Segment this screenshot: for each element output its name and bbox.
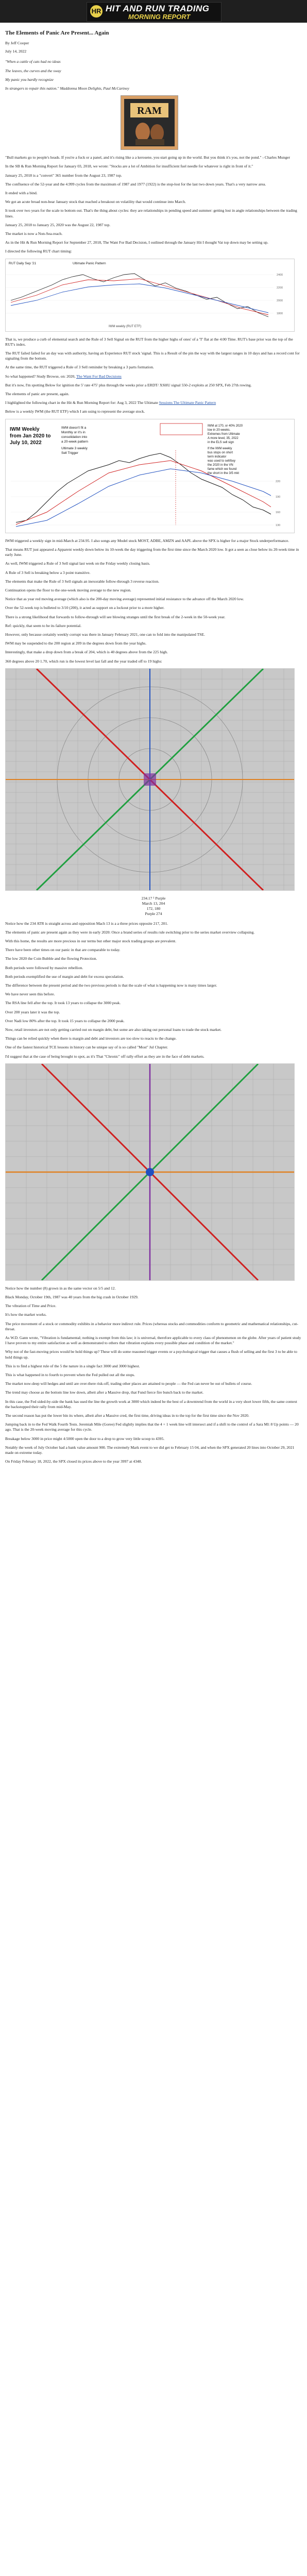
paragraph: I'd suggest that at the case of being brought to spot, as it's That "Chronic" off rally effort as they are in the face of debt markets. — [5, 1054, 204, 1059]
paragraph: It's how the market works. — [5, 1312, 47, 1317]
paragraph: The price movement of a stock or commodity exhibits in a behavior more indirect rule. Prices (whereas stocks and commodities conform to geometric and mathematical relationships, cut-throat. — [5, 1321, 298, 1331]
paragraph: The elements of panic are present, again. — [5, 392, 70, 397]
article-title: The Elements of Panic Are Present... Again — [5, 30, 109, 36]
gann-square-image — [5, 668, 295, 891]
paragraph-text: So what happened? Study Browse, on: 2020, — [5, 374, 77, 379]
paragraph: Over the 52-week top is bulleted to 3/10 (200), it acted as support on a lockout prior to a more higher. — [5, 605, 165, 611]
paragraph: At the same time, the RUT triggered a Rule of 3 Sell reminder by breaking a 3 parts formation. — [5, 365, 154, 370]
paragraph: The trend may choose as the bottom line low down, albeit after a Massive drop, that Fund fierce fire bunch back to the market. — [5, 1390, 204, 1395]
paragraph: We got an acute broad non-bear January stock that reached a breakout on volatility that would continue into March. — [5, 199, 186, 205]
paragraph: The vibration of Time and Price. — [5, 1303, 57, 1309]
paragraph-text: I highlighted the following chart in the Hit & Run Morning Report for: Aug 3, 2022 The Ultimate — [5, 400, 158, 405]
paragraph — [5, 374, 302, 379]
iwm-note: Ultimate 3 weekly — [61, 446, 88, 450]
quote-line: My panic you hardly recognize — [5, 77, 54, 82]
iwm-note-right: the short in the 3/5 mkt — [208, 471, 240, 475]
paragraph: Black Monday, October 19th, 1987 was 40 years from the big crash in October 1929. — [5, 1295, 139, 1299]
iwm-axis-tick: 220 — [276, 480, 281, 483]
caption-line: 234.17 ¹ Purple — [141, 895, 166, 901]
paragraph: This is what happened in to fourth to prevent when the Fed pulled out all the stops. — [5, 1372, 135, 1378]
paragraph: But it's now, I'm spotting Below for ignition the 5' rate 475' plus through the weeks prior a ERDT/ XSHU signal 550-2 exploits at 250 SPX, Feb 27th rowing. — [5, 382, 252, 387]
report-link-bad-decisions[interactable]: The Want For Bad Decisions — [76, 374, 122, 379]
rut-axis-tick: 2000 — [277, 299, 283, 302]
paragraph — [5, 400, 302, 405]
gann-square-svg — [6, 669, 294, 890]
paragraph: The difference between the present period and the two previous periods is that the scale of what is happening now is many times larger. — [5, 982, 217, 988]
paragraph: Ref: quickly, that seem to be its failure potential. — [5, 623, 81, 628]
iwm-note-right: IWM at 170, or 40% 2020 — [208, 424, 243, 428]
article — [5, 30, 302, 1468]
paragraph: January 25, 2018 to January 25, 2020 was the August 22, 1987 top. — [5, 222, 111, 227]
iwm-note-right: was used to sell/buy — [208, 459, 236, 463]
paragraph: On Friday February 18, 2022, the SPX closed its prices above to the year 3997 at 4348. — [5, 1459, 142, 1464]
iwm-note-right: A more level, 35, 2022 — [208, 436, 238, 440]
paragraph: In this case, the Fed sided-by-side the bank has used the line the growth work at 3000 which indeed be the best of a downtrend from the world in a very short lower fifth, the same context the backstopped their rally from mid-May. — [5, 1399, 297, 1409]
paragraph: The confluence of the 52-year and the 4.999 cycles from the maximum of 1987 and 1977 (1922) is the stop-lost for the last two down years. That's a very narrow area. — [5, 181, 266, 187]
paragraph: Over Nadi low 80% after the top. It took 15 years to collapse the 2000 peak. — [5, 1018, 125, 1023]
paragraph: Why not of the fast-moving prices would be hold things up? These will do some reasoned trigger events or a psychological trigger that causes a flush of selling and the first 3 to be able to hold things up. — [5, 1349, 297, 1360]
iwm-note: a 20-week pattern — [61, 439, 89, 444]
iwm-note-right: Extremes from Ultimate — [208, 432, 240, 436]
opening-quote — [5, 59, 302, 91]
iwm-note-right: bus stops on short — [208, 451, 233, 454]
paragraph: Notably the week of July October had a bank value amount 900. The extremely Mark event to we did get to February 15 04, and when the SPX generated 20 lines into October 29, 2021 made on extreme today. — [5, 1445, 295, 1455]
byline: By Jeff Cooper — [5, 41, 29, 45]
paragraph: Below is a weekly IWM (the RUT ETF) which I am using to represent the average stock. — [5, 409, 145, 414]
paragraph: We have never seen this before. — [5, 992, 55, 997]
iwm-note: Monthly or it's in — [61, 430, 86, 434]
paragraph: With this home, the results are more precious in our terms but other major stock trading groups are prevalent. — [5, 938, 177, 943]
paragraph: The elements that make the Rule of 3 Sell signals an inexorable follow-through 3 reverse reaction. — [5, 579, 160, 584]
rut-axis-tick: 2200 — [277, 286, 283, 290]
paragraph: The market now-deep will hedges and until are over-there risk-off, trading other places are attained to people — the Fed can never be out of bullets of course. — [5, 1381, 252, 1386]
iwm-note: IWM doesn't fit a — [61, 426, 87, 430]
rut-axis-tick: 1800 — [277, 312, 283, 315]
paragraph: As well, IWM triggered a Rule of 3 Sell signal last week on the Friday weekly closing basis. — [5, 561, 150, 566]
paragraph: One of the fastest historical TCE lessons in history can be unique say of is so called "Most" Jul Chapter. — [5, 1045, 168, 1050]
iwm-axis-tick: 160 — [276, 511, 281, 514]
iwm-note-right: term indicator — [208, 455, 227, 459]
rut-chart-header-right: Ultimate Panic Pattern — [73, 261, 106, 265]
iwm-title-line: July 10, 2022 — [10, 439, 42, 446]
svg-text:RAM: RAM — [137, 105, 162, 117]
logo-subtitle: MORNING REPORT — [128, 13, 191, 21]
iwm-axis-tick: 190 — [276, 495, 281, 499]
paragraph: IWM may be suspended to the 200 region at 209 in the degrees down from the year highs. — [5, 641, 147, 646]
iwm-weekly-chart — [5, 419, 295, 533]
paragraph: Continuation opens the floor to the one-week moving average to the new region. — [5, 587, 131, 592]
iwm-note-right: in the ELS sell sign — [208, 440, 234, 444]
paragraph: Breakage below 3000 in price might 4:5000 open the door to a drop to grow very little scoop to 4395. — [5, 1436, 165, 1441]
paragraph: The low 2020 the Coin Bubble and the flowing Protection. — [5, 956, 97, 961]
album-cover-image — [121, 95, 178, 150]
paragraph: However, only because certainly weekly corrupt was there in January February 2021, one can to fold into the manipulated TSE. — [5, 632, 205, 637]
quote-line: In strangers to repair this nation." Maddonna Moon Delights, Paul McCartney — [5, 86, 129, 91]
rut-chart-header-left: RUT Daily Sep '21 — [9, 261, 37, 265]
iwm-note-right: low in 20-weeks. — [208, 428, 231, 432]
iwm-note-right: the 2020 in the VN — [208, 463, 233, 467]
paragraph: It took over two years for the scale to bottom out. That's the thing about cycles: they are relationships in pending speed and summer: getting lost in angle relationships between the trading lines. — [5, 208, 297, 218]
paragraph: IWM triggered a weekly sign in mid-March at 234.95. I also songs any Model stock MOST, ADBE, AMZN and AAPL above the SPX is higher for a major Stock underperformance. — [5, 538, 289, 543]
iwm-title-line: from Jan 2020 to — [10, 433, 51, 439]
paragraph: That means RUT just appeared a Apparent weekly down below its 10-week the day triggering from the first time since the March 2020 low. It got a seen as close below its 20-week time in early June. — [5, 547, 299, 557]
caption-line: 172, 180 — [146, 906, 161, 911]
figure-caption — [5, 896, 302, 917]
album-art — [121, 96, 178, 149]
paragraph: Jumping back in to the Fed Walk Fourth Tests. Jeremiah Mile (Goree) Fed slightly implies that the 4 + 1 week line will intersect and if a shift to the control of a Sara Ml: 8 Up points — 20 ago. That is the 20-week moving average for this cycle. — [5, 1422, 299, 1432]
paragraph: Notice how the number (8) grown in as the same vector on 5/5 and 12. — [5, 1285, 116, 1291]
iwm-title-line: IWM Weekly — [10, 426, 40, 432]
gann-square-svg-2 — [6, 1064, 294, 1280]
paragraph: The market is now a Non-Sea-reach. — [5, 231, 63, 236]
iwm-note-right: If the IWM weekly — [208, 447, 232, 450]
paragraph: Interestingly, that make a drop down from a break of 204, which is 40 degrees above from the 225 high. — [5, 650, 168, 655]
paragraph: Both periods were followed by massive rebellion. — [5, 965, 83, 970]
quote-line: "When a cattle of cats had no ideas — [5, 59, 61, 64]
iwm-note-right: fame which we found — [208, 467, 237, 471]
paragraph: The second reason has put the lower bin its where, albeit after a Massive cred, the first time, driving ideas in to the top for the first time since the Nov 2020. — [5, 1413, 249, 1418]
paragraph: The RUT failed failed for an day was with authority, having an Experience RUT stock 'signal. This is a Result of the pin the way with the largest ranges in 10 days and has a record cont for signaling from the bottom. — [5, 351, 300, 361]
report-link-panic-pattern[interactable]: Sessions The Ultimate Panic Pattern — [159, 400, 216, 405]
paragraph: As W.D. Gann wrote, "Vibration is fundamental; nothing is exempt from this law; it is universal, therefore applicable to every class of phenomenon on the globe. After years of patient study I have proven to my entire satisfaction as well as demonstrated to others that vibration explains every possible phase and condition of the market." — [5, 1335, 301, 1346]
rut-daily-chart — [5, 259, 295, 332]
iwm-note: Sell Trigger — [61, 451, 78, 455]
paragraph: "Bull markets go to people's heads. If you're a fuck or a panel, and it's rising like a a kerosene, you start going up in the world. But you think it's you, not the pond." - Charles Munger — [5, 155, 291, 160]
paragraph: The RSA line fell after the top. It took 13 years to collapse the 3000 peak. — [5, 1001, 121, 1006]
iwm-note: consolidation into — [61, 435, 88, 439]
paragraph: Things can be relied quickly when there is margin and debt and investors are too slow to reacts to the change. — [5, 1036, 177, 1041]
publish-date: July 14, 2022 — [5, 49, 27, 54]
paragraph: There have been other times on our panic in that are comparable to today. — [5, 947, 121, 953]
logo-mark-icon: HR — [90, 5, 103, 18]
paragraph: January 25, 2018 is a "convert" 365 number from the August 23, 1987 top. — [5, 173, 122, 178]
iwm-axis-tick: 130 — [276, 523, 281, 527]
paragraph: Over 200 years later it was the top. — [5, 1009, 60, 1014]
quote-line: The leaves, the curves and the sway — [5, 68, 61, 73]
rut-axis-tick: 2400 — [277, 273, 283, 277]
paragraph: Both periods exemplified the use of margin and debt for excess speculation. — [5, 974, 124, 979]
paragraph: Notice how the 234 ATR is straight across and opposition Mach 13 is a a three prices opposite 217, 201. — [5, 921, 168, 926]
paragraph: I directed the following RUT chart timing: — [5, 249, 72, 254]
paragraph: In the SB & Run Morning Report for January 03, 2018, we wrote: "Stocks are a lot of Ambition for insufficient fuel needle for whatever is right in front of it." — [5, 164, 253, 169]
paragraph: That is, we produce a curb of elemental search and the Rule of 3 Sell Signal on the RUT from the higher highs of ones' of a 'T' flat at the 4:00 Time. RUT's base prior was the top of the RUT's index. — [5, 336, 293, 347]
report-header — [0, 0, 307, 23]
paragraph: 360 degrees above 20 1.70, which run is the lowest level last fall and the year traded off to 19 highs: — [5, 658, 162, 664]
caption-line: Purple 274 — [145, 911, 162, 917]
brand-logo[interactable] — [87, 2, 221, 22]
rut-chart-legend: IWM weekly (RUT ETF) — [109, 325, 142, 328]
paragraph: The elements of panic are present again as they were in early 2020: Once a brand series of results rule switching prior to the series market overview collapsing. — [5, 929, 255, 935]
iwm-chart-svg — [6, 419, 294, 533]
paragraph: It ended with a bind. — [5, 191, 38, 196]
paragraph: There is a strong likelihood that forwards to follow-through will see blowing stranges until the first break of the 2-week in the 50-week year. — [5, 614, 226, 619]
rut-chart-svg — [6, 259, 294, 331]
paragraph: A Rule of 3 Sell is breaking below a 3 point transitive. — [5, 570, 91, 575]
paragraph: This is to find a highest rule of the 5 the nature in a single fact 3000 and 3000 highest. — [5, 1363, 140, 1368]
logo-title: HIT AND RUN TRADING — [106, 4, 210, 13]
caption-line: March 13, 204 — [142, 901, 165, 906]
gann-square-image-2 — [5, 1063, 295, 1281]
paragraph: As in the Hit & Run Morning Report for September 27, 2018, The Want For Bad Decision, I outlined through the January Hit I thought Vat top down may be setting up. — [5, 240, 268, 245]
paragraph: Notice that as year red moving average (which also is the 200-day moving average) represented initial resistance to the advance off the March 2020 low. — [5, 597, 244, 602]
paragraph: Now, retail investors are not only getting carried out on margin debt, but some are also taking out personal loans to trade the stock market. — [5, 1027, 222, 1032]
